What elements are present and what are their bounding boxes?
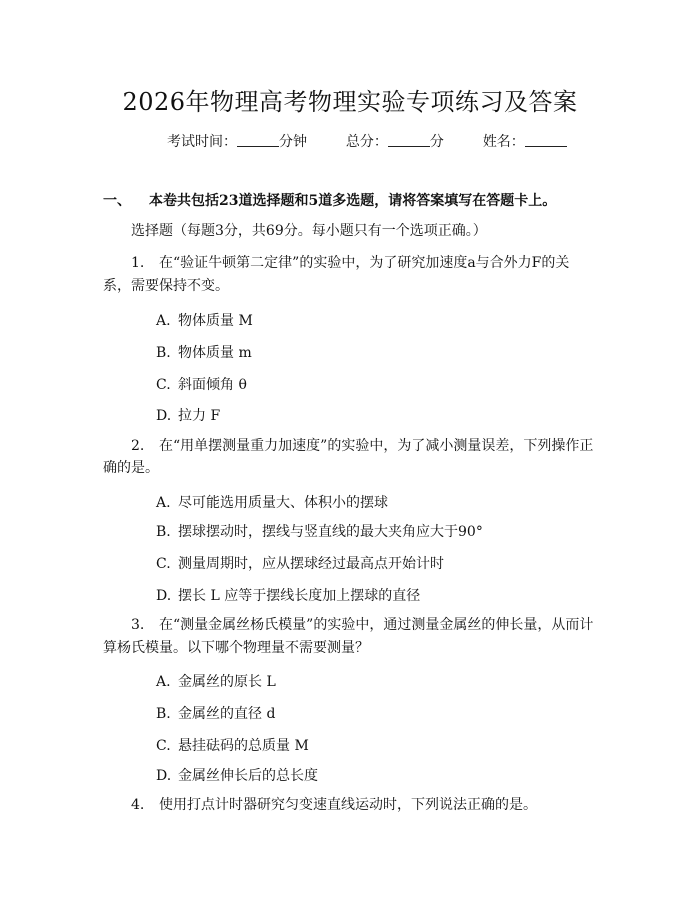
question-3-option-d [156, 765, 318, 785]
question-3-option-b [156, 703, 275, 723]
option-text: 金属丝的直径 d [178, 706, 276, 722]
question-2-number: 2. [131, 438, 145, 454]
question-1-option-c [156, 374, 247, 394]
name-blank[interactable] [525, 133, 567, 147]
question-1-text: 在“验证牛顿第二定律”的实验中，为了研究加速度a与合外力F的关 [159, 255, 570, 271]
option-text: 斜面倾角 θ [178, 377, 247, 393]
option-letter: C. [156, 377, 171, 393]
option-text: 拉力 F [178, 408, 221, 424]
question-3-number: 3. [131, 617, 145, 633]
question-3-option-c [156, 735, 309, 755]
option-text: 金属丝伸长后的总长度 [178, 768, 318, 784]
question-3-line-1 [131, 613, 593, 637]
section-number: 一、 [103, 193, 131, 209]
option-text: 物体质量 m [178, 345, 252, 361]
option-text: 尽可能选用质量大、体积小的摆球 [178, 495, 388, 511]
section-heading [103, 190, 556, 210]
option-text: 摆长 L 应等于摆线长度加上摆球的直径 [178, 588, 421, 604]
option-letter: A. [156, 674, 171, 690]
option-letter: D. [156, 768, 172, 784]
score-label: 总分： [345, 134, 388, 150]
question-1-line-2: 系，需要保持不变。 [103, 278, 229, 294]
question-3-line-2: 算杨氏模量。以下哪个物理量不需要测量？ [103, 640, 369, 656]
exam-info-line [167, 131, 567, 151]
name-label: 姓名： [482, 134, 525, 150]
time-blank[interactable] [237, 133, 279, 147]
question-2-text: 在“用单摆测量重力加速度”的实验中，为了减小测量误差，下列操作正 [159, 438, 594, 454]
question-2-option-c [156, 553, 444, 573]
option-letter: D. [156, 408, 172, 424]
option-text: 悬挂砝码的总质量 M [178, 738, 309, 754]
question-3-text: 在“测量金属丝杨氏模量”的实验中，通过测量金属丝的伸长量，从而计 [159, 617, 594, 633]
question-1-option-d [156, 405, 220, 425]
question-4-text: 使用打点计时器研究匀变速直线运动时，下列说法正确的是。 [159, 797, 537, 813]
option-letter: B. [156, 706, 171, 722]
question-1-line-1 [131, 251, 569, 275]
option-letter: C. [156, 556, 171, 572]
score-blank[interactable] [388, 133, 430, 147]
option-text: 测量周期时，应从摆球经过最高点开始计时 [178, 556, 444, 572]
option-letter: B. [156, 345, 171, 361]
question-4-number: 4. [131, 797, 145, 813]
option-letter: C. [156, 738, 171, 754]
question-2-line-2: 确的是。 [103, 460, 159, 476]
question-2-option-d [156, 585, 420, 605]
option-letter: A. [156, 313, 171, 329]
time-label: 考试时间： [167, 134, 237, 150]
document-title: 2026年物理高考物理实验专项练习及答案 [122, 88, 578, 116]
question-1-number: 1. [131, 255, 145, 271]
section-heading-text: 本卷共包括23道选择题和5道多选题，请将答案填写在答题卡上。 [149, 193, 557, 209]
option-text: 金属丝的原长 L [178, 674, 276, 690]
option-letter: A. [156, 495, 171, 511]
option-text: 摆球摆动时，摆线与竖直线的最大夹角应大于90° [178, 524, 483, 540]
option-letter: D. [156, 588, 172, 604]
score-unit: 分 [429, 134, 444, 150]
time-unit: 分钟 [279, 134, 307, 150]
option-text: 物体质量 M [178, 313, 253, 329]
option-letter: B. [156, 524, 171, 540]
section-intro: 选择题（每题3分，共69分。每小题只有一个选项正确。） [131, 223, 487, 239]
question-3-option-a [156, 671, 276, 691]
question-4-line-1 [131, 793, 537, 817]
question-2-option-a [156, 492, 388, 512]
question-1-option-a [156, 310, 253, 330]
question-2-line-1 [131, 434, 593, 458]
question-1-option-b [156, 342, 252, 362]
question-2-option-b [156, 521, 483, 541]
